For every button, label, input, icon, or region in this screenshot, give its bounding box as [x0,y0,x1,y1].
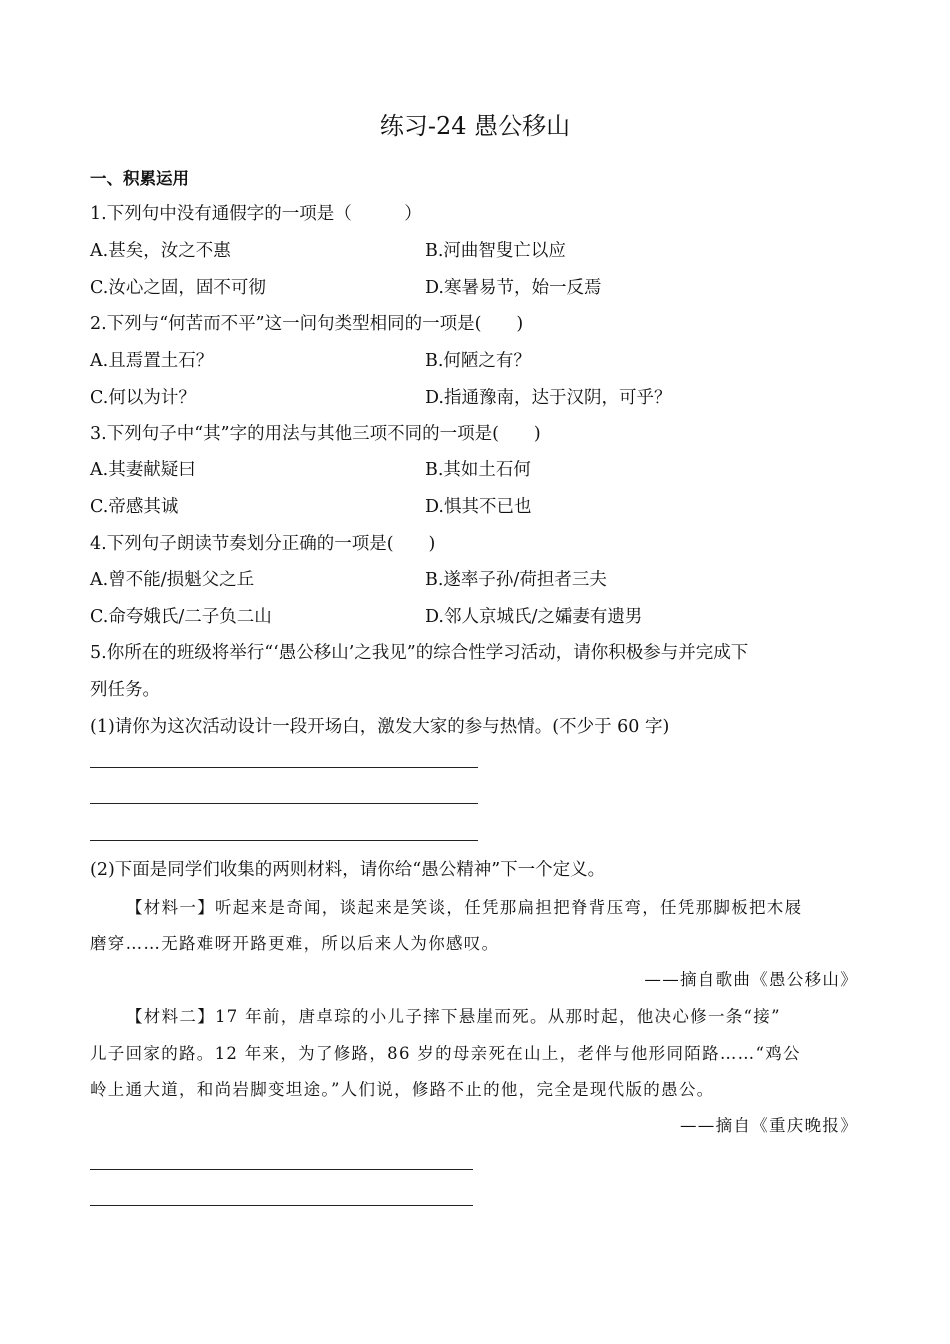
question-5-stem-continued: 列任务。 [90,680,160,700]
page-title: 练习-24 愚公移山 [379,112,571,140]
question-2-option-c: C.何以为计？ [90,388,196,408]
question-2-stem: 2.下列与“何苦而不平”这一问句类型相同的一项是( ) [90,314,524,334]
question-3-option-c: C.帝感其诚 [90,497,179,517]
question-4-option-d: D.邻人京城氏/之孀妻有遗男 [425,607,643,627]
question-3-option-b: B.其如土石何 [425,460,531,480]
question-1-stem: 1.下列句中没有通假字的一项是（ ） [90,204,422,224]
question-4-option-a: A.曾不能/损魁父之丘 [90,570,255,590]
question-3-option-a: A.其妻献疑曰 [90,460,196,480]
question-1-option-d: D.寒暑易节，始一反焉 [425,278,602,298]
question-1-option-c: C.汝心之固，固不可彻 [90,278,266,298]
question-2-option-d: D.指通豫南，达于汉阴，可乎？ [425,388,672,408]
material-1-text-continued: 磨穿……无路难呀开路更难，所以后来人为你感叹。 [90,934,500,953]
material-2-source: ——摘自《重庆晚报》 [680,1116,858,1135]
material-2-text-continued: 儿子回家的路。12 年来，为了修路，86 岁的母亲死在山上，老伴与他形同陌路……“鸡公 [90,1044,801,1063]
question-3-option-d: D.惧其不已也 [425,497,532,517]
question-4-stem: 4.下列句子朗读节奏划分正确的一项是( ) [90,534,436,554]
material-1-text: 【材料一】听起来是奇闻，谈起来是笑谈，任凭那扁担把脊背压弯，任凭那脚板把木屐 [126,898,803,917]
answer-line[interactable] [90,840,478,841]
answer-line[interactable] [90,1205,473,1206]
material-2-text: 【材料二】17 年前，唐卓琮的小儿子摔下悬崖而死。从那时起，他决心修一条“接” [126,1007,781,1026]
answer-line[interactable] [90,1169,473,1170]
question-5-stem: 5.你所在的班级将举行“‘愚公移山’之我见”的综合性学习活动，请你积极参与并完成下 [90,643,749,663]
question-1-option-a: A.甚矣，汝之不惠 [90,241,231,261]
question-2-option-a: A.且焉置土石？ [90,351,214,371]
question-5-subtask-2: (2)下面是同学们收集的两则材料，请你给“愚公精神”下一个定义。 [90,860,606,880]
question-3-stem: 3.下列句子中“其”字的用法与其他三项不同的一项是( ) [90,424,541,444]
question-4-option-b: B.遂率子孙/荷担者三夫 [425,570,607,590]
question-2-option-b: B.何陋之有？ [425,351,531,371]
answer-line[interactable] [90,803,478,804]
question-4-option-c: C.命夸娥氏/二子负二山 [90,607,272,627]
section-heading: 一、积累运用 [90,169,189,188]
answer-line[interactable] [90,767,478,768]
material-2-text-continued: 岭上通大道，和尚岩脚变坦途。”人们说，修路不止的他，完全是现代版的愚公。 [90,1080,715,1099]
material-1-source: ——摘自歌曲《愚公移山》 [644,970,858,989]
question-1-option-b: B.河曲智叟亡以应 [425,241,566,261]
question-5-subtask-1: (1)请你为这次活动设计一段开场白，激发大家的参与热情。(不少于 60 字) [90,717,670,737]
